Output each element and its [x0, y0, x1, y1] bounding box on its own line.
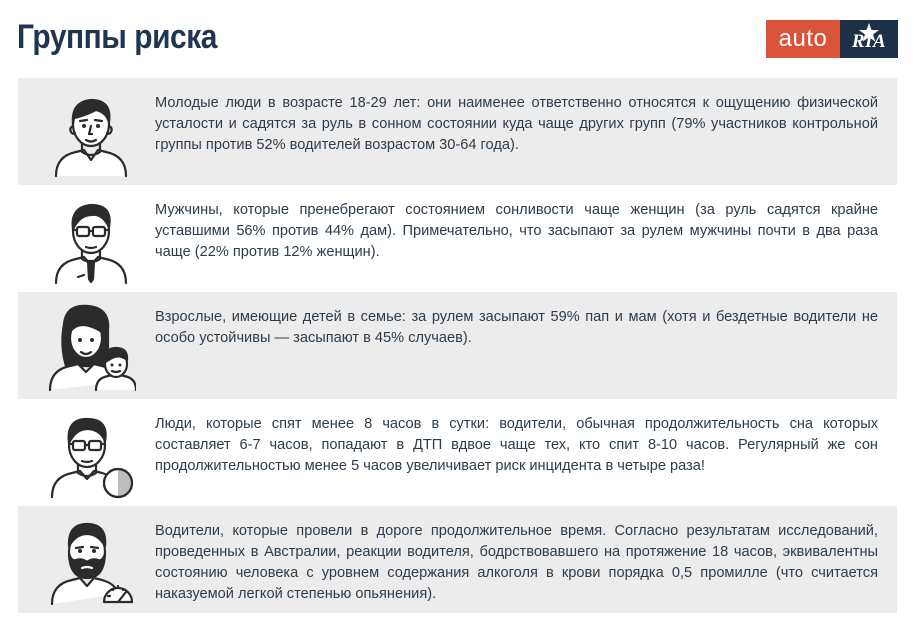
young-man-icon [46, 88, 136, 178]
risk-group-row [18, 399, 897, 506]
autoria-logo [766, 20, 898, 58]
risk-group-row [18, 78, 897, 185]
bearded-man-with-speedometer-icon [46, 516, 136, 606]
page-title: Группы риска [17, 18, 218, 56]
risk-group-text: Мужчины, которые пренебрегают состоянием сонливости чаще женщин (за руль садятся крайне уставшими 56% против 44% дам). Примечательно, что засыпают за рулем мужчины почти в два раза чаще (22% против 12% женщин). [155, 202, 878, 260]
risk-group-text: Водители, которые провели в дороге продолжительное время. Согласно результатам исследований, проведенных в Австралии, реакции водителя, бодрствовавшего на протяжение 18 часов, эквивалентны состоянию человека с уровнем содержания алкоголя в крови порядка 0,5 промилле (что считается наказуемой легкой степенью опьянения). [155, 523, 878, 602]
man-with-clock-icon [46, 409, 136, 499]
risk-group-row [18, 506, 897, 613]
risk-group-text: Люди, которые спят менее 8 часов в сутки: водители, обычная продолжительность сна которых составляет 6-7 часов, попадают в ДТП вдвое чаще тех, кто спит 8-10 часов. Регулярный же сон продолжительностью менее 5 часов увеличивает риск инцидента в четыре раза! [155, 416, 878, 474]
header [0, 0, 914, 78]
risk-group-row [18, 292, 897, 399]
logo-ria-part [840, 20, 898, 58]
risk-group-row [18, 185, 897, 292]
risk-group-text: Молодые люди в возрасте 18-29 лет: они наименее ответственно относятся к ощущению физической усталости и садятся за руль в сонном состоянии куда чаще других групп (79% участников контрольной группы против 52% водителей возрастом 30-64 года). [155, 95, 878, 153]
logo-ria-text: RIA [851, 31, 887, 52]
risk-group-text: Взрослые, имеющие детей в семье: за рулем засыпают 59% пап и мам (хотя и бездетные водители не особо устойчивы — засыпают в 45% случаев). [155, 309, 878, 346]
risk-groups-list [18, 78, 897, 613]
man-with-glasses-tie-icon [46, 195, 136, 285]
logo-auto-part: auto [766, 20, 840, 58]
mother-and-child-icon [46, 302, 136, 392]
